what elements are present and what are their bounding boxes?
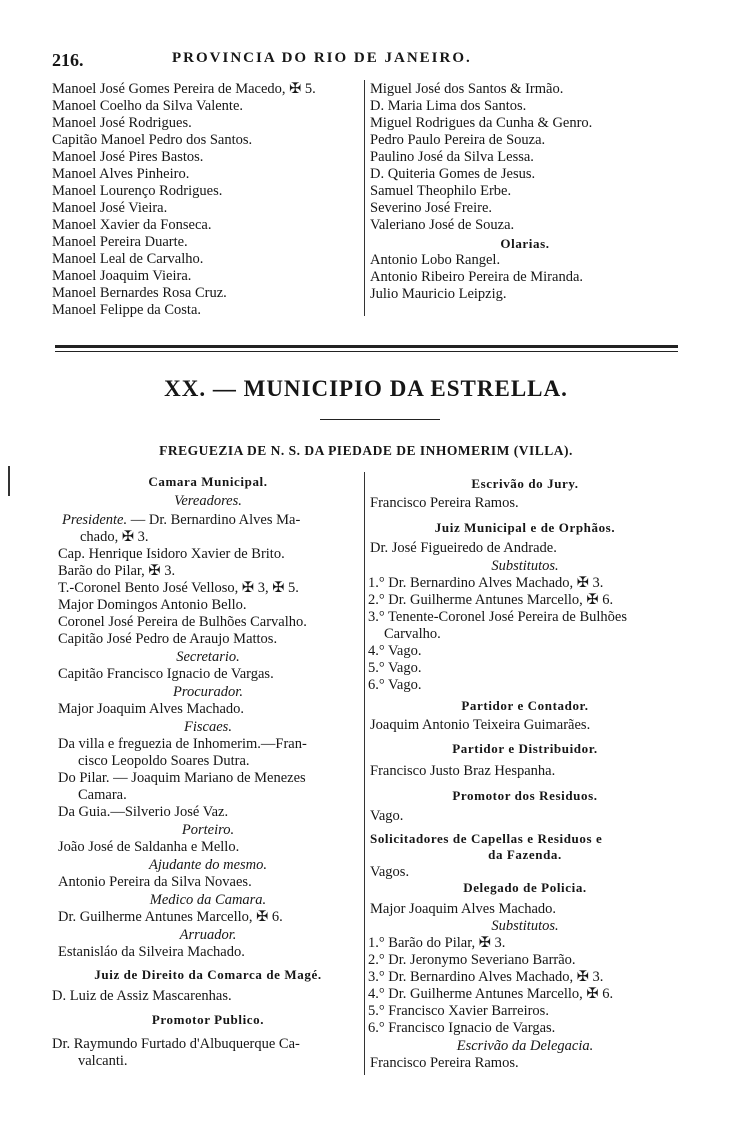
camara-heading: Camara Municipal. xyxy=(148,474,268,489)
procurador-label: Procurador. xyxy=(173,684,243,700)
page-number: 216. xyxy=(52,50,84,70)
title-underline xyxy=(320,419,440,420)
list-item: Julio Mauricio Leipzig. xyxy=(370,286,507,302)
list-item: Manoel José Gomes Pereira de Macedo, ✠ 5. xyxy=(52,81,316,97)
partidor-distribuidor-heading: Partidor e Distribuidor. xyxy=(452,741,598,756)
list-item: Manoel Leal de Carvalho. xyxy=(52,251,204,267)
list-item: Carvalho. xyxy=(384,626,441,642)
list-item: D. Quiteria Gomes de Jesus. xyxy=(370,166,536,182)
partidor-contador-heading: Partidor e Contador. xyxy=(461,698,589,713)
list-item: 2.° Dr. Jeronymo Severiano Barrão. xyxy=(368,952,576,968)
list-item: Valeriano José de Souza. xyxy=(370,217,515,233)
list-item: Miguel Rodrigues da Cunha & Genro. xyxy=(370,115,593,131)
list-item: Major Domingos Antonio Bello. xyxy=(58,597,247,613)
list-item: Manoel Alves Pinheiro. xyxy=(52,166,190,182)
delegado-heading: Delegado de Policia. xyxy=(463,880,587,895)
delegado-substitutos-label: Substitutos. xyxy=(491,918,559,934)
list-item: Manoel Lourenço Rodrigues. xyxy=(52,183,223,199)
substitutos-label: Substitutos. xyxy=(491,558,559,574)
list-item: 5.° Francisco Xavier Barreiros. xyxy=(368,1003,549,1019)
solicitadores: Vagos. xyxy=(370,864,410,880)
list-item: Manoel Xavier da Fonseca. xyxy=(52,217,212,233)
list-item: Severino José Freire. xyxy=(370,200,493,216)
list-item: Capitão José Pedro de Araujo Mattos. xyxy=(58,631,278,647)
arruador-label: Arruador. xyxy=(179,927,237,943)
porteiro: João José de Saldanha e Mello. xyxy=(58,839,240,855)
list-item: Camara. xyxy=(78,787,127,803)
juiz-direito: D. Luiz de Assiz Mascarenhas. xyxy=(52,988,232,1004)
column-divider xyxy=(364,472,365,1075)
list-item: Da Guia.—Silverio José Vaz. xyxy=(58,804,229,820)
section-rule xyxy=(55,351,678,352)
list-item: Barão do Pilar, ✠ 3. xyxy=(58,563,176,579)
vereadores-label: Vereadores. xyxy=(174,493,242,509)
margin-mark xyxy=(8,466,10,496)
juiz-municipal-heading: Juiz Municipal e de Orphãos. xyxy=(434,520,616,535)
delegado: Major Joaquim Alves Machado. xyxy=(370,901,557,917)
solicitadores-heading: Solicitadores de Capellas e Residuos e xyxy=(370,831,603,846)
list-item: 6.° Vago. xyxy=(368,677,422,693)
list-item: 2.° Dr. Guilherme Antunes Marcello, ✠ 6. xyxy=(368,592,614,608)
promotor-cont: valcanti. xyxy=(78,1053,128,1069)
juiz-direito-heading: Juiz de Direito da Comarca de Magé. xyxy=(94,967,322,982)
section-title: XX. — MUNICIPIO DA ESTRELLA. xyxy=(164,376,568,401)
solicitadores-heading-cont: da Fazenda. xyxy=(488,847,562,862)
section-rule xyxy=(55,345,678,348)
porteiro-label: Porteiro. xyxy=(181,822,235,838)
olarias-heading: Olarias. xyxy=(500,236,550,251)
list-item: 5.° Vago. xyxy=(368,660,422,676)
list-item: 1.° Barão do Pilar, ✠ 3. xyxy=(368,935,506,951)
list-item: Paulino José da Silva Lessa. xyxy=(370,149,534,165)
presidente-label: Presidente. xyxy=(62,512,128,528)
fiscaes-label: Fiscaes. xyxy=(184,719,232,735)
list-item: Manoel José Pires Bastos. xyxy=(52,149,204,165)
medico-label: Medico da Camara. xyxy=(149,892,267,908)
list-item: Manoel José Rodrigues. xyxy=(52,115,192,131)
list-item: D. Maria Lima dos Santos. xyxy=(370,98,527,114)
list-item: Manoel Coelho da Silva Valente. xyxy=(52,98,244,114)
list-item: 3.° Tenente-Coronel José Pereira de Bulhões xyxy=(368,609,628,625)
list-item: Manoel Joaquim Vieira. xyxy=(52,268,192,284)
list-item: Manoel Bernardes Rosa Cruz. xyxy=(52,285,227,301)
presidente-cont: chado, ✠ 3. xyxy=(80,529,149,545)
list-item: Pedro Paulo Pereira de Souza. xyxy=(370,132,546,148)
list-item: Capitão Manoel Pedro dos Santos. xyxy=(52,132,253,148)
promotor-residuos-heading: Promotor dos Residuos. xyxy=(452,788,598,803)
list-item: Manoel Pereira Duarte. xyxy=(52,234,188,250)
partidor-distribuidor: Francisco Justo Braz Hespanha. xyxy=(370,763,556,779)
column-divider-top xyxy=(364,80,365,316)
presidente-name: — Dr. Bernardino Alves Ma- xyxy=(127,512,301,528)
list-item: Coronel José Pereira de Bulhões Carvalho. xyxy=(58,614,307,630)
list-item: cisco Leopoldo Soares Dutra. xyxy=(78,753,250,769)
list-item: 4.° Vago. xyxy=(368,643,422,659)
ajudante: Antonio Pereira da Silva Novaes. xyxy=(58,874,252,890)
list-item: Manoel José Vieira. xyxy=(52,200,168,216)
list-item: Samuel Theophilo Erbe. xyxy=(370,183,512,199)
secretario-label: Secretario. xyxy=(176,649,240,665)
list-item: 3.° Dr. Bernardino Alves Machado, ✠ 3. xyxy=(368,969,604,985)
escrivao-jury: Francisco Pereira Ramos. xyxy=(370,495,519,511)
escrivao-jury-heading: Escrivão do Jury. xyxy=(471,476,579,491)
list-item: Do Pilar. — Joaquim Mariano de Menezes xyxy=(58,770,306,786)
juiz-municipal: Dr. José Figueiredo de Andrade. xyxy=(370,540,557,556)
list-item: Antonio Ribeiro Pereira de Miranda. xyxy=(370,269,584,285)
list-item: 4.° Dr. Guilherme Antunes Marcello, ✠ 6. xyxy=(368,986,614,1002)
ajudante-label: Ajudante do mesmo. xyxy=(149,857,267,873)
list-item: 6.° Francisco Ignacio de Vargas. xyxy=(368,1020,556,1036)
promotor: Dr. Raymundo Furtado d'Albuquerque Ca- xyxy=(52,1036,300,1052)
list-item: Antonio Lobo Rangel. xyxy=(370,252,501,268)
arruador: Estanisláo da Silveira Machado. xyxy=(58,944,245,960)
presidente-line xyxy=(62,512,300,529)
escrivao-delegacia: Francisco Pereira Ramos. xyxy=(370,1055,519,1071)
secretario: Capitão Francisco Ignacio de Vargas. xyxy=(58,666,274,682)
list-item: 1.° Dr. Bernardino Alves Machado, ✠ 3. xyxy=(368,575,604,591)
promotor-heading: Promotor Publico. xyxy=(151,1012,265,1027)
partidor-contador: Joaquim Antonio Teixeira Guimarães. xyxy=(370,717,591,733)
list-item: Da villa e freguezia de Inhomerim.—Fran- xyxy=(58,736,307,752)
list-item: Cap. Henrique Isidoro Xavier de Brito. xyxy=(58,546,285,562)
section-subtitle: FREGUEZIA DE N. S. DA PIEDADE DE INHOMERIM (VILLA). xyxy=(159,443,573,458)
escrivao-delegacia-label: Escrivão da Delegacia. xyxy=(456,1038,594,1054)
list-item: T.-Coronel Bento José Velloso, ✠ 3, ✠ 5. xyxy=(58,580,299,596)
promotor-residuos: Vago. xyxy=(370,808,404,824)
procurador: Major Joaquim Alves Machado. xyxy=(58,701,245,717)
medico: Dr. Guilherme Antunes Marcello, ✠ 6. xyxy=(58,909,283,925)
list-item: Manoel Felippe da Costa. xyxy=(52,302,202,318)
running-title: PROVINCIA DO RIO DE JANEIRO. xyxy=(172,50,472,66)
list-item: Miguel José dos Santos & Irmão. xyxy=(370,81,564,97)
